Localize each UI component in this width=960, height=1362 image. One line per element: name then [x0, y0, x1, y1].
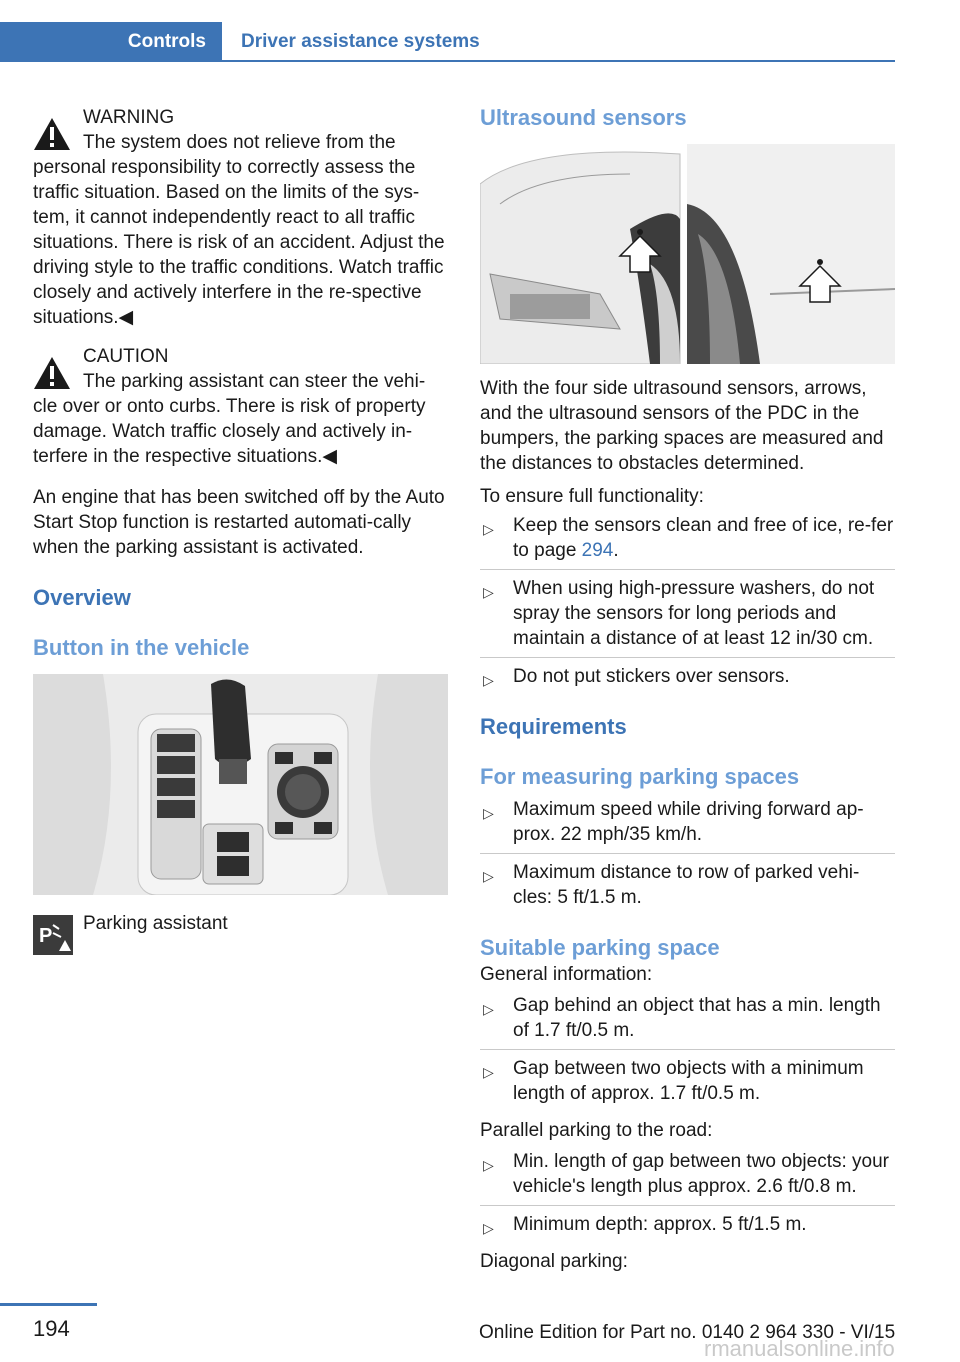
- bullet-triangle-icon: ▷: [483, 1157, 494, 1173]
- watermark-text: rmanualsonline.info: [704, 1336, 895, 1361]
- center-console-illustration: [33, 674, 448, 895]
- section-tab-driver-assistance[interactable]: Driver assistance systems: [241, 31, 480, 52]
- bullet-triangle-icon: ▷: [483, 521, 494, 537]
- list-item: ▷ Gap between two objects with a minimum length of approx. 1.7 ft/0.5 m.: [483, 1058, 864, 1104]
- list-item: ▷ Keep the sensors clean and free of ice, re‐fer to page 294.: [480, 513, 895, 570]
- warning-label: WARNING: [83, 107, 175, 128]
- sensors-paragraph: With the four side ultrasound sensors, arrows, and the ultrasound sensors of the PDC in the bumpers, the parking spaces are measured and the distances to obstacles determined.: [480, 378, 884, 474]
- ultrasound-sensor-image: [480, 144, 895, 364]
- list-item: ▷ When using high-pressure washers, do not spray the sensors for long periods and maintain a distance of at least 12 in/30 cm.: [480, 576, 895, 658]
- general-list: [480, 993, 895, 1112]
- measuring-list: [480, 797, 895, 916]
- list-item: ▷ Do not put stickers over sensors.: [480, 664, 895, 695]
- page-link-294[interactable]: 294: [581, 540, 614, 561]
- caution-label: CAUTION: [83, 346, 169, 367]
- bullet-triangle-icon: ▷: [483, 1064, 494, 1080]
- requirements-heading: Requirements: [480, 714, 627, 739]
- left-column: [33, 100, 448, 956]
- warning-text: The system does not relieve from the personal responsibility to correctly assess the traffic situation. Based on the limits of the sys‐tem, it cannot independently react to all traffic situations. There is risk of an accident. Adjust the driving style to the traffic conditions. Watch traffic closely and actively interfere in the re‐spective situations.◀: [33, 132, 445, 328]
- bullet-triangle-icon: ▷: [483, 868, 494, 884]
- ultrasound-sensor-illustration: [480, 144, 895, 364]
- bullet-triangle-icon: ▷: [483, 584, 494, 600]
- caution-triangle-icon: [33, 356, 71, 390]
- parallel-parking-label: Parallel parking to the road:: [480, 1120, 713, 1141]
- svg-text:P: P: [39, 925, 53, 947]
- bullet-triangle-icon: ▷: [483, 805, 494, 821]
- edition-text: Online Edition for Part no. 0140 2 964 330 - VI/15: [479, 1322, 896, 1343]
- center-console-image: [33, 674, 448, 895]
- chapter-tab-controls[interactable]: Controls: [0, 22, 222, 62]
- bullet-triangle-icon: ▷: [483, 1220, 494, 1236]
- overview-heading: Overview: [33, 585, 131, 610]
- footer-rule: [0, 1303, 97, 1306]
- general-information-label: General information:: [480, 964, 653, 985]
- bullet-triangle-icon: ▷: [483, 672, 494, 688]
- right-column: [480, 100, 895, 1274]
- parking-assistant-label: Parking assistant: [83, 913, 228, 934]
- page-number: 194: [33, 1316, 70, 1341]
- diagonal-parking-label: Diagonal parking:: [480, 1251, 628, 1272]
- caution-block: [33, 344, 448, 469]
- caution-text: The parking assistant can steer the vehi‐cle over or onto curbs. There is risk of property damage. Watch traffic closely and actively in‐terfere in the respective situations.◀: [33, 371, 426, 467]
- list-item: ▷ Maximum distance to row of parked vehi‐cles: 5 ft/1.5 m.: [483, 862, 860, 908]
- bullet-triangle-icon: ▷: [483, 1001, 494, 1017]
- parallel-list: [480, 1149, 895, 1243]
- warning-triangle-icon: [33, 117, 71, 151]
- page-header: [0, 22, 895, 62]
- button-in-vehicle-heading: Button in the vehicle: [33, 635, 250, 660]
- parking-assistant-icon: [33, 915, 73, 955]
- list-item: ▷ Min. length of gap between two objects: your vehicle's length plus approx. 2.6 ft/0.8 m.: [480, 1149, 895, 1206]
- engine-restart-paragraph: An engine that has been switched off by the Auto Start Stop function is restarted automati‐cally when the parking assistant is activated.: [33, 487, 445, 558]
- parking-assistant-legend: [33, 911, 448, 956]
- list-item: ▷ Minimum depth: approx. 5 ft/1.5 m.: [480, 1212, 895, 1243]
- suitable-parking-heading: Suitable parking space: [480, 935, 720, 960]
- header-rule: [222, 60, 895, 62]
- measuring-heading: For measuring parking spaces: [480, 764, 800, 789]
- ensure-label: To ensure full functionality:: [480, 486, 704, 507]
- warning-block: [33, 105, 448, 330]
- list-item: ▷ Maximum speed while driving forward ap‐prox. 22 mph/35 km/h.: [480, 797, 895, 854]
- ultrasound-sensors-heading: Ultrasound sensors: [480, 105, 687, 130]
- ensure-list: [480, 513, 895, 695]
- list-item: ▷ Gap behind an object that has a min. length of 1.7 ft/0.5 m.: [480, 993, 895, 1050]
